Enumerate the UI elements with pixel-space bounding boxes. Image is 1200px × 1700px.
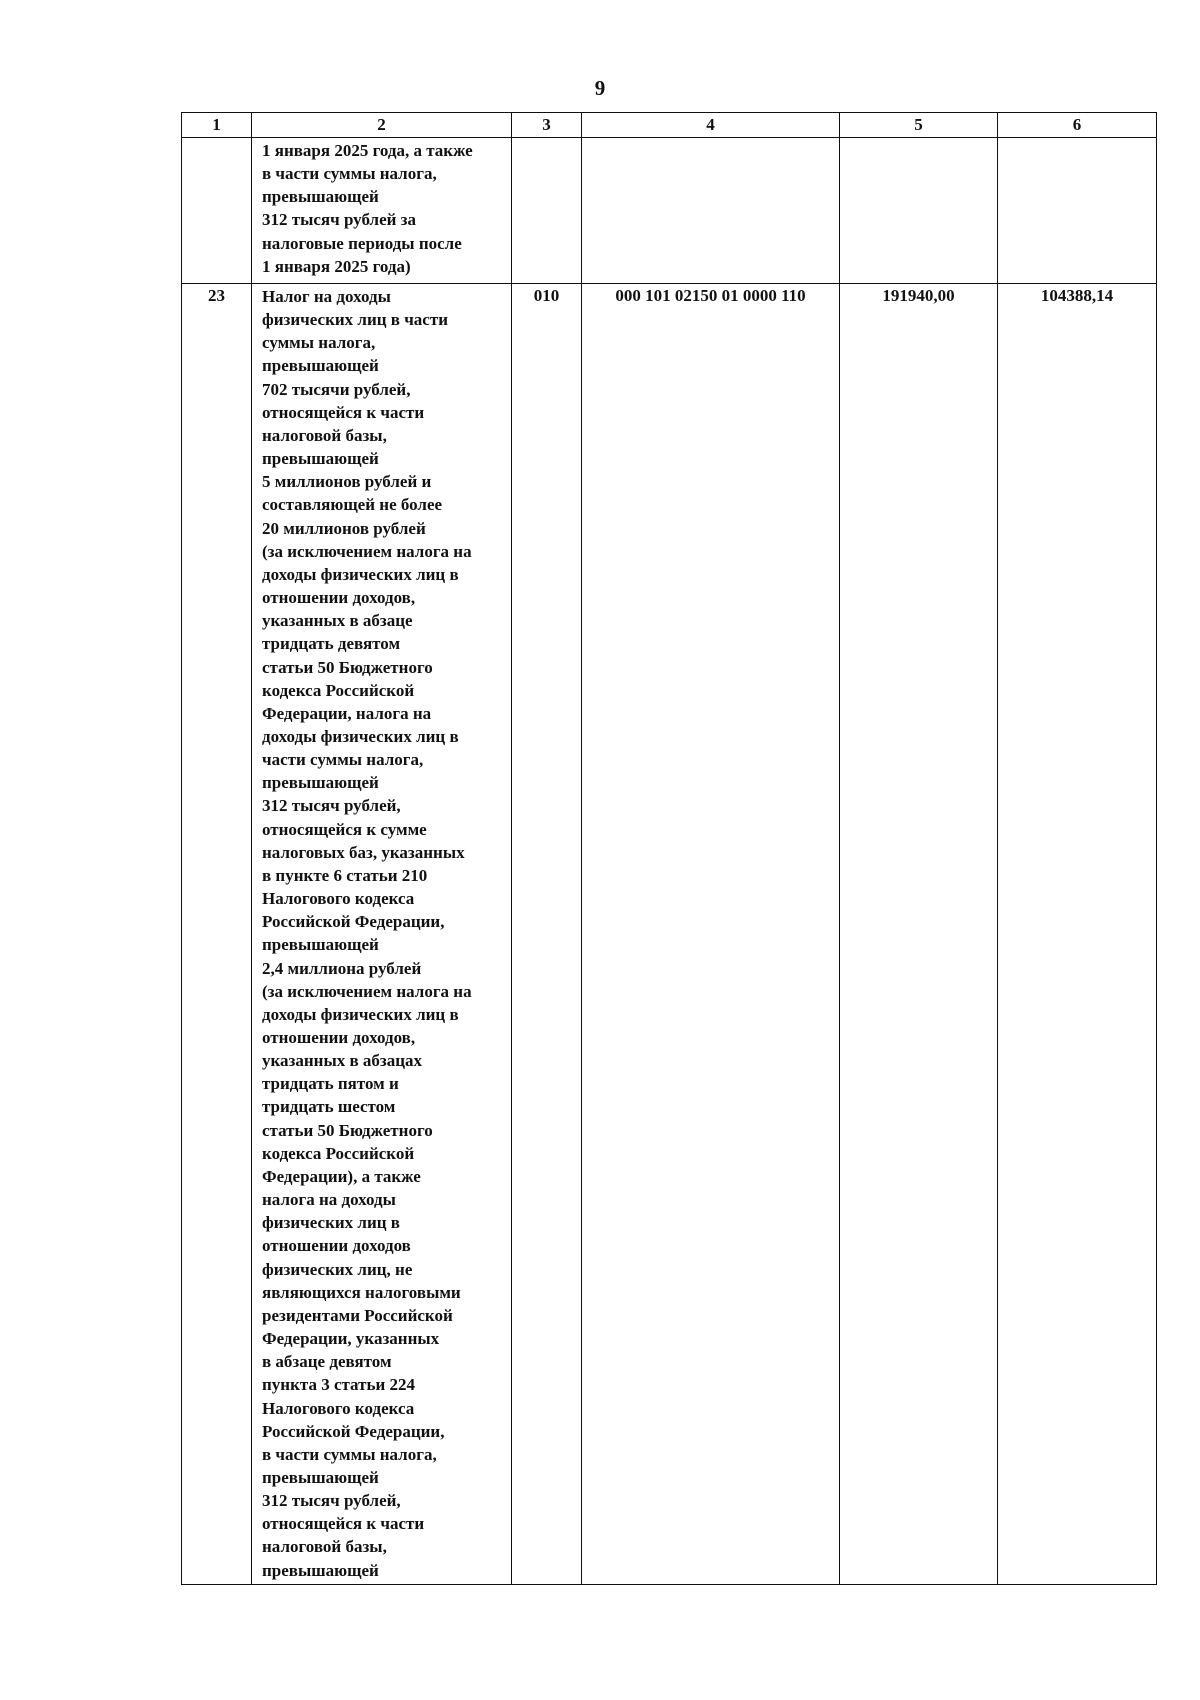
column-header-4: 4 xyxy=(582,113,840,138)
text-line: в абзаце девятом xyxy=(262,1352,392,1372)
text-line: превышающей xyxy=(262,356,379,376)
text-line: превышающей xyxy=(262,1467,379,1487)
text-line: Налог на доходы xyxy=(262,287,391,306)
text-line: превышающей xyxy=(262,1560,379,1580)
column-header-6: 6 xyxy=(998,113,1157,138)
column-header-5: 5 xyxy=(840,113,998,138)
text-line: налоговой базы, xyxy=(262,1537,387,1557)
text-line: Российской Федерации, xyxy=(262,1421,445,1441)
text-line: кодекса Российской xyxy=(262,680,415,700)
text-line: относящейся к части xyxy=(262,402,425,422)
text-line: пункта 3 статьи 224 xyxy=(262,1375,415,1395)
text-line: указанных в абзаце xyxy=(262,611,413,631)
text-line: относящейся к части xyxy=(262,1514,425,1534)
text-line: превышающей xyxy=(262,773,379,793)
text-line: резидентами Российской xyxy=(262,1305,453,1325)
plan-value-cell xyxy=(840,138,998,284)
text-line: налоговых баз, указанных xyxy=(262,842,465,862)
text-line: тридцать пятом и xyxy=(262,1074,399,1094)
text-line: 312 тысяч рублей, xyxy=(262,796,401,816)
text-line: превышающей xyxy=(262,449,379,469)
row-number-cell xyxy=(182,138,252,284)
text-line: относящейся к сумме xyxy=(262,819,427,839)
admin-code-cell xyxy=(512,138,582,284)
text-line: доходы физических лиц в xyxy=(262,564,459,584)
name-cell xyxy=(252,138,512,284)
text-line: превышающей xyxy=(262,935,379,955)
text-line: в пункте 6 статьи 210 xyxy=(262,865,428,885)
text-line: Налогового кодекса xyxy=(262,1398,415,1418)
text-line: статьи 50 Бюджетного xyxy=(262,1120,433,1140)
text-line: доходы физических лиц в xyxy=(262,1004,459,1024)
table-row-continuation xyxy=(182,138,1157,284)
text-line: статьи 50 Бюджетного xyxy=(262,657,433,677)
column-header-1: 1 xyxy=(182,113,252,138)
text-line: доходы физических лиц в xyxy=(262,726,459,746)
text-line: физических лиц в xyxy=(262,1213,400,1233)
text-line: налоговые периоды после xyxy=(262,233,462,253)
text-line: тридцать девятом xyxy=(262,634,401,654)
text-line: составляющей не более xyxy=(262,495,443,515)
budget-table xyxy=(181,112,1157,1585)
text-line: Налогового кодекса xyxy=(262,889,415,909)
text-line: превышающей xyxy=(262,187,379,207)
text-line: физических лиц, не xyxy=(262,1259,413,1279)
page-number: 9 xyxy=(594,76,606,100)
text-line: (за исключением налога на xyxy=(262,981,472,1001)
text-line: кодекса Российской xyxy=(262,1143,415,1163)
text-line: части суммы налога, xyxy=(262,750,424,770)
text-line: 2,4 миллиона рублей xyxy=(262,958,422,978)
column-header-2: 2 xyxy=(252,113,512,138)
text-line: Федерации, указанных xyxy=(262,1329,440,1349)
text-line: 5 миллионов рублей и xyxy=(262,472,432,492)
text-line: являющихся налоговыми xyxy=(262,1282,461,1302)
text-line: налога на доходы xyxy=(262,1190,396,1210)
text-line: указанных в абзацах xyxy=(262,1051,423,1071)
text-line: 312 тысяч рублей, xyxy=(262,1491,401,1511)
row-number-cell: 23 xyxy=(182,284,252,1585)
text-line: 1 января 2025 года) xyxy=(262,256,411,276)
plan-value-cell: 191940,00 xyxy=(840,284,998,1585)
text-line: 1 января 2025 года, а также xyxy=(262,141,473,160)
fact-value-cell: 104388,14 xyxy=(998,284,1157,1585)
text-line: суммы налога, xyxy=(262,333,376,353)
kbk-cell xyxy=(582,138,840,284)
column-header-3: 3 xyxy=(512,113,582,138)
text-line: (за исключением налога на xyxy=(262,541,472,561)
text-line: в части суммы налога, xyxy=(262,1444,437,1464)
text-line: Федерации), а также xyxy=(262,1166,421,1186)
text-line: 702 тысячи рублей, xyxy=(262,379,411,399)
table-header-row xyxy=(182,113,1157,138)
text-line: 312 тысяч рублей за xyxy=(262,210,416,230)
text-line: отношении доходов, xyxy=(262,1028,416,1047)
name-text xyxy=(252,284,511,1582)
name-text xyxy=(252,138,511,278)
text-line: налоговой базы, xyxy=(262,425,387,445)
admin-code-cell: 010 xyxy=(512,284,582,1585)
text-line: Федерации, налога на xyxy=(262,703,432,723)
table-row-23 xyxy=(182,284,1157,1585)
text-line: физических лиц в части xyxy=(262,310,448,330)
text-line: в части суммы налога, xyxy=(262,164,437,184)
text-line: Российской Федерации, xyxy=(262,912,445,932)
text-line: 20 миллионов рублей xyxy=(262,518,426,538)
name-cell xyxy=(252,284,512,1585)
text-line: отношении доходов xyxy=(262,1236,411,1256)
text-line: тридцать шестом xyxy=(262,1097,396,1117)
fact-value-cell xyxy=(998,138,1157,284)
kbk-cell: 000 101 02150 01 0000 110 xyxy=(582,284,840,1585)
text-line: отношении доходов, xyxy=(262,588,416,608)
